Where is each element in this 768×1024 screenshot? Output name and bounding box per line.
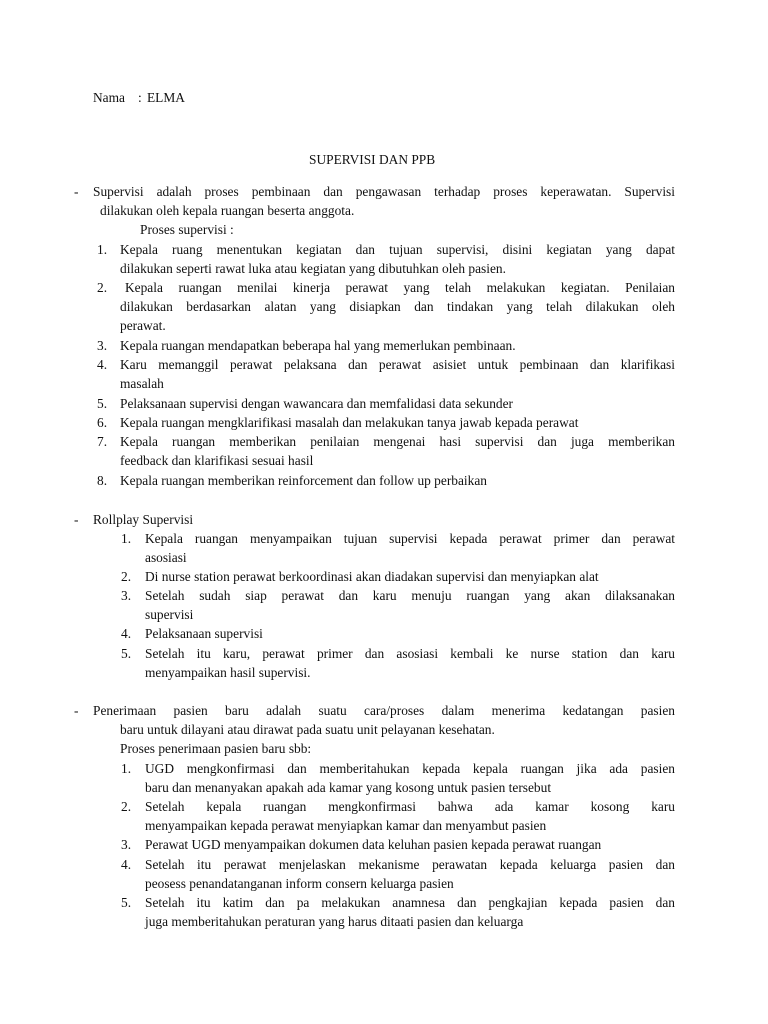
section-text-line: dilakukan oleh kepala ruangan beserta anggota. [100, 203, 355, 218]
list-item-line: Kepala ruangan menyampaikan tujuan supervisi kepada perawat primer dan perawat [145, 531, 675, 546]
list-item-line: baru dan menanyakan apakah ada kamar yang kosong untuk pasien tersebut [145, 780, 552, 795]
section-text-line: Supervisi adalah proses pembinaan dan pengawasan terhadap proses keperawatan. Supervisi [93, 184, 675, 199]
list-item-number: 1. [121, 531, 132, 546]
list-item-line: perawat. [120, 318, 166, 333]
list-item-line: Karu memanggil perawat pelaksana dan perawat asisiet untuk pembinaan dan klarifikasi [120, 357, 675, 372]
list-item-line: dilakukan seperti rawat luka atau kegiatan yang dibutuhkan oleh pasien. [120, 261, 506, 276]
list-item-number: 2. [121, 569, 132, 584]
list-item-line: dilakukan berdasarkan alatan yang disiapkan dan tindakan yang telah dilakukan oleh [120, 299, 675, 314]
list-item-line: UGD mengkonfirmasi dan memberitahukan kepada kepala ruangan jika ada pasien [145, 761, 675, 776]
section-bullet: - [74, 184, 79, 199]
list-item-line: menyampaikan kepada perawat menyiapkan kamar dan menyambut pasien [145, 818, 547, 833]
list-item-number: 5. [121, 895, 132, 910]
section-text-line: Penerimaan pasien baru adalah suatu cara/proses dalam menerima kedatangan pasien [93, 703, 675, 718]
list-item-line: Kepala ruangan mengklarifikasi masalah dan melakukan tanya jawab kepada perawat [120, 415, 579, 430]
list-item-number: 4. [121, 626, 132, 641]
list-item-line: feedback dan klarifikasi sesuai hasil [120, 453, 314, 468]
list-item-number: 7. [97, 434, 108, 449]
list-item-line: Pelaksanaan supervisi [145, 626, 263, 641]
list-item-line: juga memberitahukan peraturan yang harus ditaati pasien dan keluarga [145, 914, 524, 929]
list-item-line: Kepala ruang menentukan kegiatan dan tujuan supervisi, disini kegiatan yang dapat [120, 242, 675, 257]
list-item-number: 4. [121, 857, 132, 872]
name-separator: : [138, 90, 142, 105]
list-item-line: Setelah itu karu, perawat primer dan asosiasi kembali ke nurse station dan karu [145, 646, 675, 661]
list-item-line: Setelah kepala ruangan mengkonfirmasi bahwa ada kamar kosong karu [145, 799, 675, 814]
list-item-number: 5. [97, 396, 108, 411]
list-item-number: 3. [121, 837, 132, 852]
document-title: SUPERVISI DAN PPB [309, 152, 436, 167]
list-item-line: asosiasi [145, 550, 187, 565]
list-item-line: Kepala ruangan mendapatkan beberapa hal yang memerlukan pembinaan. [120, 338, 516, 353]
list-item-number: 2. [97, 280, 108, 295]
list-item-line: menyampaikan hasil supervisi. [145, 665, 311, 680]
section-bullet: - [74, 512, 79, 527]
list-item-number: 2. [121, 799, 132, 814]
list-item-number: 1. [97, 242, 108, 257]
list-item-line: Setelah sudah siap perawat dan karu menuju ruangan yang akan dilaksanakan [145, 588, 675, 603]
list-item-line: Di nurse station perawat berkoordinasi akan diadakan supervisi dan menyiapkan alat [145, 569, 599, 584]
list-item-number: 6. [97, 415, 108, 430]
list-item-number: 1. [121, 761, 132, 776]
section-subheading: Proses penerimaan pasien baru sbb: [120, 741, 312, 756]
list-item-line: Kepala ruangan memberikan reinforcement dan follow up perbaikan [120, 473, 487, 488]
list-item-line: Perawat UGD menyampaikan dokumen data keluhan pasien kepada perawat ruangan [145, 837, 602, 852]
list-item-line: Setelah itu perawat menjelaskan mekanisme perawatan kepada keluarga pasien dan [145, 857, 675, 872]
list-item-number: 8. [97, 473, 108, 488]
section-text-line: baru untuk dilayani atau dirawat pada suatu unit pelayanan kesehatan. [120, 722, 495, 737]
list-item-number: 5. [121, 646, 132, 661]
list-item-line: Pelaksanaan supervisi dengan wawancara dan memfalidasi data sekunder [120, 396, 514, 411]
name-label: Nama [93, 90, 125, 105]
list-item-line: Kepala ruangan memberikan penilaian mengenai hasi supervisi dan juga memberikan [120, 434, 675, 449]
list-item-line: Kepala ruangan menilai kinerja perawat yang telah melakukan kegiatan. Penilaian [125, 280, 675, 295]
section-bullet: - [74, 703, 79, 718]
name-value: ELMA [147, 90, 185, 105]
list-item-number: 4. [97, 357, 108, 372]
list-item-number: 3. [97, 338, 108, 353]
section-heading: Rollplay Supervisi [93, 512, 194, 527]
list-item-line: masalah [120, 376, 164, 391]
list-item-line: Setelah itu katim dan pa melakukan anamnesa dan pengkajian kepada pasien dan [145, 895, 675, 910]
list-item-line: peosess penandatanganan inform consern keluarga pasien [145, 876, 454, 891]
list-item-number: 3. [121, 588, 132, 603]
section-subheading: Proses supervisi : [140, 222, 234, 237]
list-item-line: supervisi [145, 607, 194, 622]
